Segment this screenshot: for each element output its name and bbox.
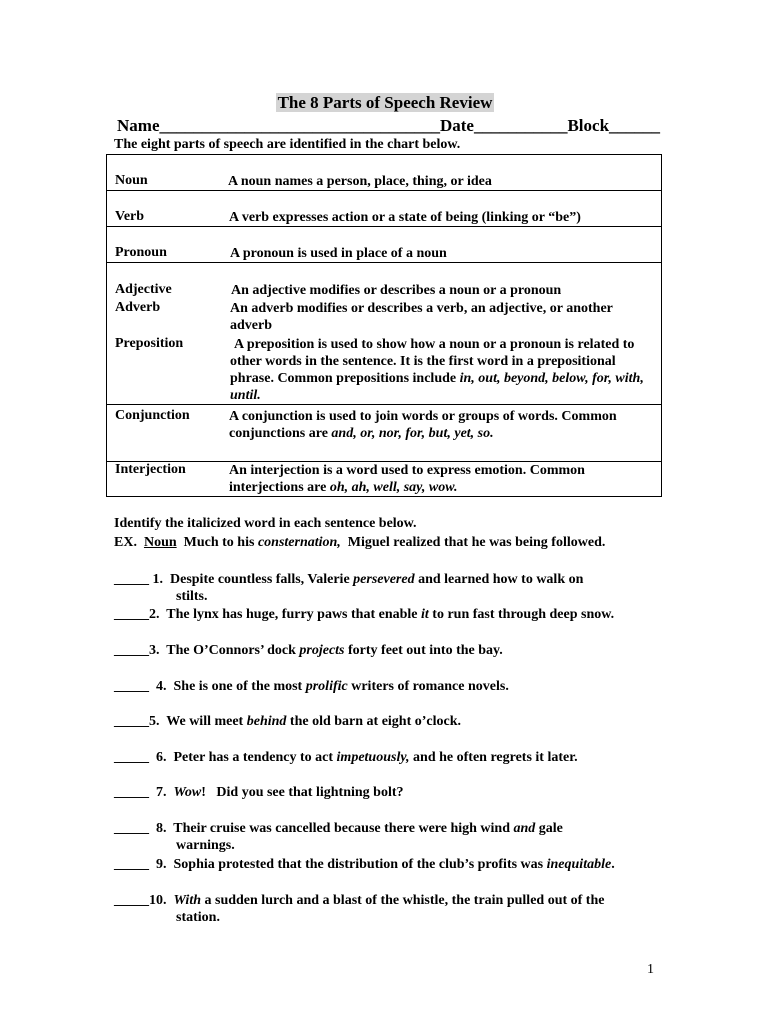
question-text: and he often regrets it later. bbox=[409, 750, 578, 765]
def-adverb-line1: An adverb modifies or describes a verb, an adjective, or another bbox=[230, 301, 613, 316]
row-divider bbox=[107, 404, 661, 405]
term-adjective: Adjective bbox=[115, 282, 172, 297]
question-text: forty feet out into the bay. bbox=[344, 643, 503, 658]
def-conjunction-examples: and, or, nor, for, but, yet, so. bbox=[331, 426, 494, 441]
question-10 bbox=[114, 892, 604, 926]
italic-word: Wow bbox=[173, 785, 202, 800]
question-continuation: stilts. bbox=[176, 589, 208, 604]
question-number: 1. bbox=[152, 572, 163, 587]
answer-blank[interactable]: _____ bbox=[114, 893, 149, 908]
question-5 bbox=[114, 713, 461, 730]
question-number: 9. bbox=[156, 857, 167, 872]
question-text bbox=[167, 785, 174, 800]
question-text: gale bbox=[535, 821, 563, 836]
question-number: 4. bbox=[156, 679, 167, 694]
answer-blank[interactable]: _____ bbox=[114, 857, 156, 872]
page-number: 1 bbox=[647, 962, 654, 977]
def-interjection-examples: oh, ah, well, say, wow. bbox=[329, 480, 458, 495]
term-verb: Verb bbox=[115, 209, 145, 224]
question-continuation: warnings. bbox=[176, 838, 235, 853]
question-8 bbox=[114, 820, 563, 854]
question-text: and learned how to walk on bbox=[414, 572, 584, 587]
answer-blank[interactable]: _____ bbox=[114, 572, 153, 587]
question-text: Sophia protested that the distribution of the club’s profits was bbox=[166, 857, 547, 872]
question-text: a sudden lurch and a blast of the whistle, the train pulled out of the bbox=[201, 893, 605, 908]
question-text: Despite countless falls, Valerie bbox=[163, 572, 354, 587]
question-text: writers of romance novels. bbox=[347, 679, 509, 694]
question-number: 8. bbox=[156, 821, 167, 836]
row-divider bbox=[107, 226, 661, 227]
answer-blank[interactable]: _____ bbox=[114, 750, 156, 765]
term-preposition: Preposition bbox=[115, 336, 184, 351]
question-3 bbox=[114, 642, 503, 659]
question-number: 3. bbox=[149, 643, 160, 658]
page-title-text: The 8 Parts of Speech Review bbox=[277, 93, 493, 112]
question-text: . bbox=[611, 857, 615, 872]
question-text: We will meet bbox=[159, 714, 247, 729]
example-answer: Noun bbox=[143, 535, 177, 550]
question-6 bbox=[114, 749, 578, 766]
def-adjective: An adjective modifies or describes a noun or a pronoun bbox=[231, 283, 562, 298]
exercise-instructions: Identify the italicized word in each sentence below. bbox=[114, 516, 417, 531]
italic-word: behind bbox=[246, 714, 287, 729]
def-conjunction bbox=[229, 408, 657, 442]
italic-word: impetuously, bbox=[336, 750, 410, 765]
term-pronoun: Pronoun bbox=[115, 245, 167, 260]
example-sentence bbox=[114, 535, 605, 551]
question-continuation: station. bbox=[176, 910, 220, 925]
answer-blank[interactable]: _____ bbox=[114, 607, 149, 622]
italic-word: prolific bbox=[305, 679, 348, 694]
def-pronoun: A pronoun is used in place of a noun bbox=[230, 246, 447, 261]
question-2 bbox=[114, 606, 614, 623]
question-text: She is one of the most bbox=[166, 679, 306, 694]
italic-word: With bbox=[173, 893, 201, 908]
name-date-block-line: Name_________________________________Date___________Block______ bbox=[117, 116, 661, 135]
chart-intro: The eight parts of speech are identified in the chart below. bbox=[114, 137, 461, 152]
italic-word: inequitable bbox=[546, 857, 612, 872]
page-title bbox=[0, 93, 770, 113]
answer-blank[interactable]: _____ bbox=[114, 679, 156, 694]
question-text: The lynx has huge, furry paws that enable bbox=[159, 607, 422, 622]
def-preposition-text: A preposition is used to show how a noun or a pronoun is related to other words in the sentence. It is the first word in a prepositional phrase. Common prepositions include bbox=[230, 337, 635, 386]
row-divider bbox=[107, 190, 661, 191]
italic-word: and bbox=[513, 821, 536, 836]
question-text: to run fast through deep snow. bbox=[428, 607, 615, 622]
example-italic-word: consternation, bbox=[257, 535, 341, 550]
question-text bbox=[167, 893, 174, 908]
question-number: 10. bbox=[149, 893, 167, 908]
parts-of-speech-chart bbox=[106, 154, 662, 497]
italic-word: it bbox=[421, 607, 429, 622]
answer-blank[interactable]: _____ bbox=[114, 643, 149, 658]
row-divider bbox=[107, 262, 661, 263]
question-number: 2. bbox=[149, 607, 160, 622]
def-noun: A noun names a person, place, thing, or idea bbox=[228, 174, 492, 189]
question-number: 5. bbox=[149, 714, 160, 729]
example-text-after: Miguel realized that he was being followed. bbox=[340, 535, 606, 550]
question-number: 6. bbox=[156, 750, 167, 765]
def-conjunction-text: A conjunction is used to join words or groups of words. Common conjunctions are bbox=[229, 409, 617, 441]
term-adverb: Adverb bbox=[115, 300, 161, 315]
question-9 bbox=[114, 856, 615, 873]
def-adverb bbox=[230, 300, 660, 334]
answer-blank[interactable]: _____ bbox=[114, 785, 156, 800]
example-prefix: EX. bbox=[114, 535, 144, 550]
def-interjection-text: An interjection is a word used to express emotion. Common interjections are bbox=[229, 463, 585, 495]
def-preposition bbox=[230, 336, 655, 404]
question-4 bbox=[114, 678, 509, 695]
term-noun: Noun bbox=[115, 173, 148, 188]
def-interjection bbox=[229, 462, 657, 496]
italic-word: projects bbox=[299, 643, 345, 658]
question-1 bbox=[114, 571, 583, 605]
question-text: ! Did you see that lightning bolt? bbox=[201, 785, 404, 800]
question-text: the old barn at eight o’clock. bbox=[286, 714, 462, 729]
def-preposition-examples: in, out, beyond, below, for, with, until. bbox=[230, 371, 644, 403]
question-text: Peter has a tendency to act bbox=[166, 750, 337, 765]
answer-blank[interactable]: _____ bbox=[114, 821, 156, 836]
def-adverb-line2: adverb bbox=[230, 318, 272, 333]
example-text-before: Much to his bbox=[176, 535, 258, 550]
answer-blank[interactable]: _____ bbox=[114, 714, 149, 729]
question-text: The O’Connors’ dock bbox=[159, 643, 300, 658]
question-text: Their cruise was cancelled because there were high wind bbox=[166, 821, 514, 836]
question-number: 7. bbox=[156, 785, 167, 800]
italic-word: persevered bbox=[353, 572, 415, 587]
term-conjunction: Conjunction bbox=[115, 408, 190, 423]
question-7 bbox=[114, 784, 404, 801]
def-verb: A verb expresses action or a state of being (linking or “be”) bbox=[229, 210, 581, 225]
term-interjection: Interjection bbox=[115, 462, 186, 477]
